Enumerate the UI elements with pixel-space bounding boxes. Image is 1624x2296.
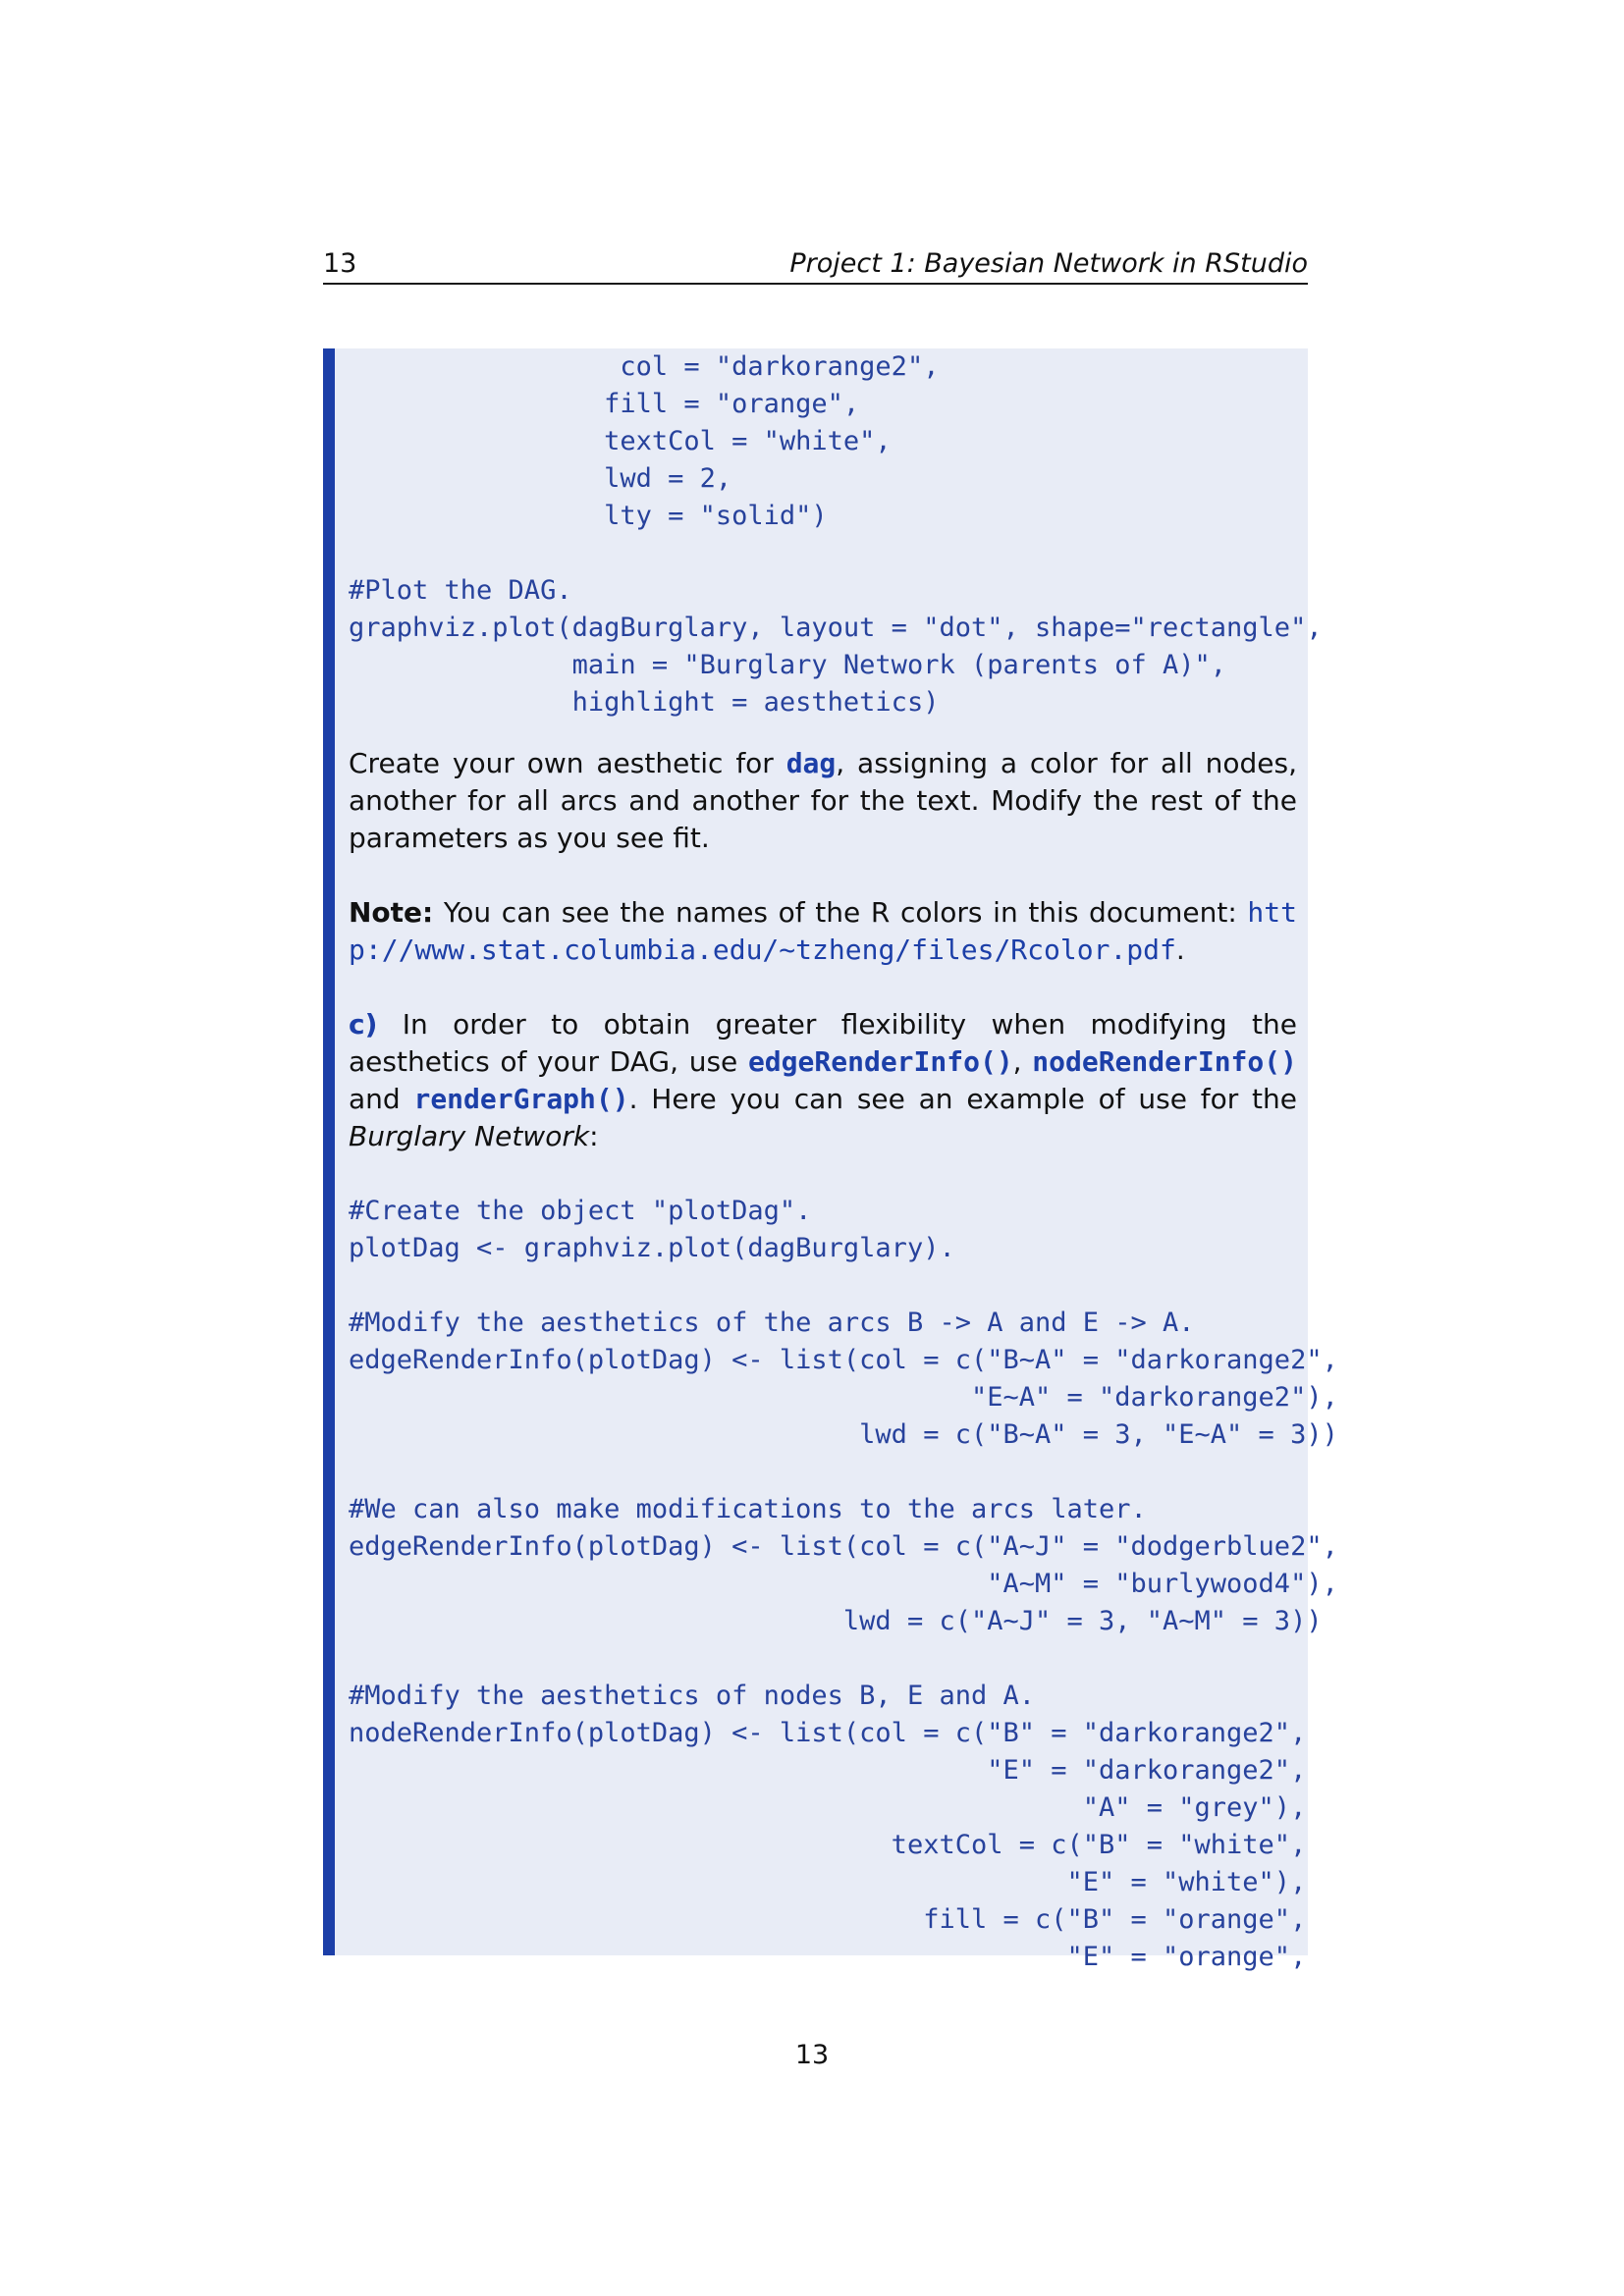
code-block-later-arcs: #We can also make modifications to the arcs later. edgeRenderInfo(plotDag) <- list(col = c("A~J" = "dodgerblue2", "A~M" = "burlywood4"), lwd = c("A~J" = 3, "A~M" = 3)) (349, 1494, 1338, 1636)
burglary-network-italic: Burglary Network (349, 1120, 590, 1152)
footer-page-number: 13 (794, 2040, 830, 2070)
item-label-c: c) (349, 1008, 378, 1041)
para-c-text-2: , (1012, 1045, 1033, 1078)
header-page-number: 13 (323, 248, 357, 279)
header-title: Project 1: Bayesian Network in RStudio (789, 248, 1308, 279)
para-c-text-3: and (349, 1083, 414, 1115)
para-c-text-5: : (589, 1120, 599, 1152)
note-end: . (1175, 934, 1185, 966)
code-block-modify-nodes: #Modify the aesthetics of nodes B, E and A. nodeRenderInfo(plotDag) <- list(col = c("B" = "darkorange2", "E" = "darkorange2", "A" = "grey"), textCol = c("B" = "white", "E" = "white"), fill = c("B" = "orange", "E" = "orange", (349, 1681, 1307, 1972)
note-label: Note: (349, 896, 434, 929)
example-box (323, 348, 1338, 1972)
para1-text-before: Create your own aesthetic for (349, 747, 786, 779)
function-renderGraph: renderGraph() (413, 1083, 629, 1115)
note-text: You can see the names of the R colors in this document: (433, 896, 1248, 929)
code-block-modify-arcs: #Modify the aesthetics of the arcs B -> A and E -> A. edgeRenderInfo(plotDag) <- list(col = c("B~A" = "darkorange2", "E~A" = "darkorange2"), lwd = c("B~A" = 3, "E~A" = 3)) (349, 1308, 1338, 1450)
code-block-aesthetics-end: col = "darkorange2", fill = "orange", textCol = "white", lwd = 2, lty = "solid") (604, 351, 940, 531)
paragraph-c (349, 1006, 1297, 1155)
function-edgeRenderInfo: edgeRenderInfo() (747, 1045, 1013, 1078)
paragraph-note (349, 894, 1297, 969)
para1-text-after: , assigning a color for all nodes, another for all arcs and another for the text. Modify the rest of the parameters as you see fit. (349, 747, 1298, 854)
code-block-create-plotdag: #Create the object "plotDag". plotDag <- graphviz.plot(dagBurglary). (349, 1196, 955, 1263)
rcolor-link[interactable]: http://www.stat.columbia.edu/~tzheng/files/Rcolor.pdf (349, 896, 1297, 966)
function-nodeRenderInfo: nodeRenderInfo() (1032, 1045, 1297, 1078)
page-footer (0, 2039, 1624, 2072)
box-accent-bar (323, 348, 335, 1955)
para-c-text-1: In order to obtain greater flexibility when modifying the aesthetics of your DAG, use (349, 1008, 1297, 1078)
code-block-plot-dag: #Plot the DAG. graphviz.plot(dagBurglary, layout = "dot", shape="rectangle", main = "Burglary Network (parents of A)", highlight = aesthetics) (349, 575, 1323, 718)
para-c-text-4: . Here you can see an example of use for the (628, 1083, 1297, 1115)
box-content (349, 348, 1338, 1976)
paragraph-create-aesthetic (349, 745, 1297, 857)
keyword-dag: dag (785, 747, 837, 779)
page-header (323, 247, 1308, 285)
